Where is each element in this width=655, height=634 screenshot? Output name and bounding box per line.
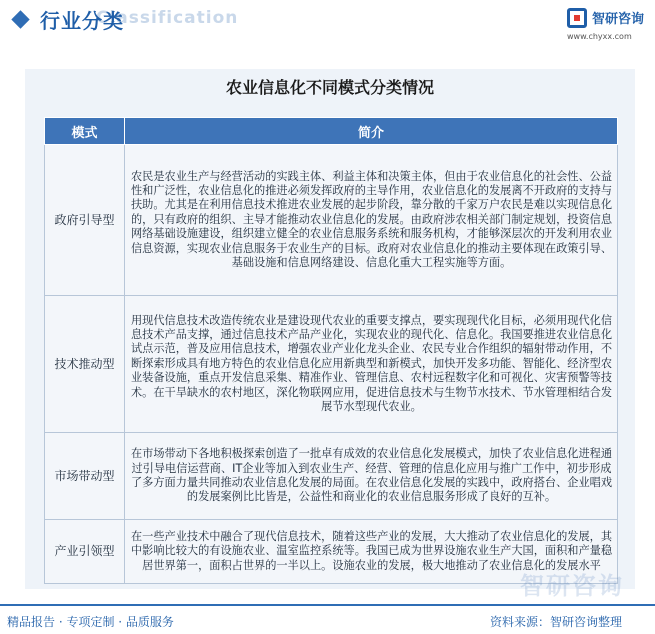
watermark-logo: 智研咨询 (520, 572, 624, 600)
table-row (45, 145, 618, 296)
mode-cell: 政府引导型 (45, 145, 125, 296)
desc-cell: 农民是农业生产与经营活动的实践主体、利益主体和决策主体，但由于农业信息化的社会性、公益性和广泛性，农业信息化的推进必须发挥政府的主导作用，农业信息化的发展离不开政府的支持与扶助。尤其是在利用信息技术推进农业发展的起步阶段，靠分散的千家万户农民是难以实现信息化的，只有政府的组织、主导才能推动农业信息化的发展。由政府涉农相关部门制定规划，投资信息网络基础设施建设，组织建立健全的农业信息服务系统和服务机构，才能够深层次的开发利用农业信息资源，实现农业信息服务于农业生产的目标。政府对农业信息化的推动主要体现在政策引导、基础设施和信息网络建设、信息化重大工程实施等方面。 (125, 145, 618, 296)
table-row (45, 433, 618, 520)
footer-divider (0, 604, 655, 606)
desc-cell: 在市场带动下各地积极探索创造了一批卓有成效的农业信息化发展模式，加快了农业信息化进程通过引导电信运营商、IT企业等加入到农业生产、经营、管理的信息化应用与推广工作中，初步形成了多方面力量共同推动农业信息化发展的局面。在农业信息化发展的实践中，政府搭台、企业唱戏的发展案例比比皆是，公益性和商业化的农业信息服务形成了良好的互补。 (125, 433, 618, 520)
content-card (25, 69, 635, 589)
logo-name: 智研咨询 (592, 12, 645, 27)
logo-url: www.chyxx.com (567, 32, 632, 41)
desc-cell: 用现代信息技术改造传统农业是建设现代农业的重要支撑点，要实现现代化目标，必须用现代化信息技术产品支撑，通过信息技术产品产业化，实现农业的现代化、信息化。我国要推进农业信息化试点示范，普及应用信息技术，增强农业产业化龙头企业、农民专业合作组织的辐射带动作用，不断探索形成具有地方特色的农业信息化应用新典型和新模式，加快开发多功能、智能化、经济型农业装备设施，重点开发信息采集、精准作业、管理信息、农村远程数字化和可视化、灾害预警等技术。在干旱缺水的农村地区，深化物联网应用，促进信息技术与生物节水技术、节水管理相结合发展节水型现代农业。 (125, 296, 618, 433)
table-header-row (45, 118, 618, 145)
desc-cell: 在一些产业技术中融合了现代信息技术，随着这些产业的发展，大大推动了农业信息化的发展，其中影响比较大的有设施农业、温室监控系统等。我国已成为世界设施农业生产大国，面积和产量稳居世界第一，面积占世界的一半以上。设施农业的发展，极大地推动了农业信息化的发展水平 (125, 520, 618, 584)
logo-icon (567, 8, 587, 28)
page-header (0, 0, 655, 44)
footer-slogan: 精品报告 · 专项定制 · 品质服务 (7, 615, 174, 629)
card-title: 农业信息化不同模式分类情况 (225, 78, 434, 97)
mode-cell: 产业引领型 (45, 520, 125, 584)
table-row (45, 296, 618, 433)
diamond-icon (11, 10, 29, 28)
column-header-desc: 简介 (125, 118, 618, 145)
page-title: 行业分类 (40, 9, 124, 33)
header-ghost-text: Classification (96, 8, 239, 28)
column-header-mode: 模式 (45, 118, 125, 145)
mode-table (44, 117, 618, 584)
page-footer (0, 604, 655, 634)
mode-cell: 市场带动型 (45, 433, 125, 520)
mode-cell: 技术推动型 (45, 296, 125, 433)
footer-source: 资料来源：智研咨询整理 (490, 615, 623, 629)
